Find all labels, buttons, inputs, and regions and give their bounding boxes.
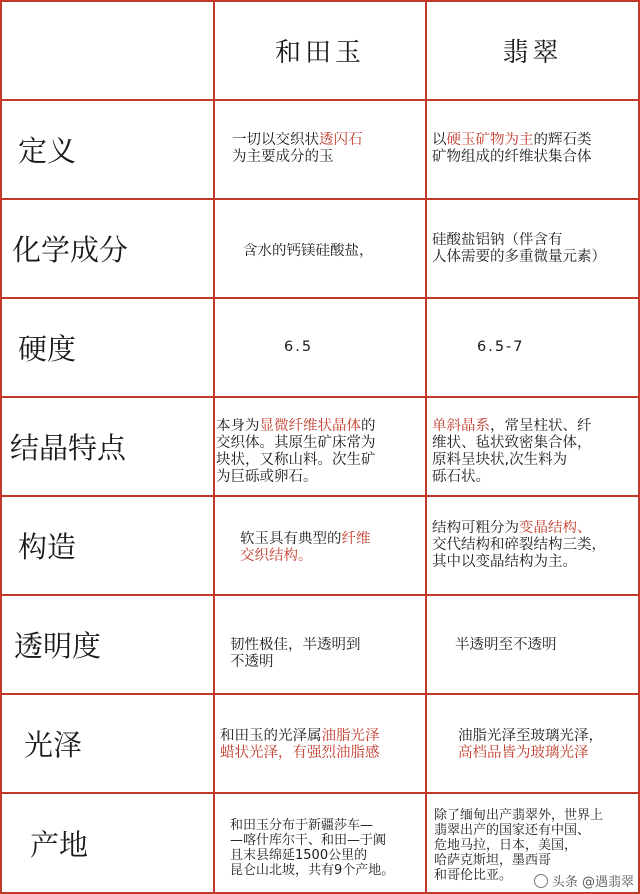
watermark [534, 871, 634, 890]
hardness-hetianyu: 6.5 [284, 339, 314, 355]
row-label-structure: 构造 [18, 530, 77, 564]
transparency-hetianyu: 韧性极佳，半透明到 不透明 [230, 637, 361, 670]
row-label-chemistry: 化学成分 [12, 233, 129, 267]
grid-line [0, 0, 2, 894]
watermark-text: 头条 @遇翡翠 [551, 875, 634, 890]
chemistry-feicui: 硅酸盐铝钠（伴含有 人体需要的多重微量元素） [432, 232, 606, 265]
origin-feicui: 除了缅甸出产翡翠外，世界上 翡翠出产的国家还有中国、 危地马拉，日本，美国， 哈萨克斯坦，墨西哥 和哥伦比亚。 [434, 808, 604, 883]
row-label-definition: 定义 [18, 134, 77, 168]
luster-feicui: 油脂光泽至玻璃光泽， 高档品皆为玻璃光泽 [458, 728, 603, 761]
row-label-crystal: 结晶特点 [10, 431, 127, 465]
header-hetianyu: 和田玉 [274, 38, 365, 68]
structure-hetianyu: 软玉具有典型的纤维 交织结构。 [240, 531, 371, 564]
transparency-feicui: 半透明至不透明 [455, 637, 557, 653]
row-label-hardness: 硬度 [18, 332, 77, 366]
grid-line [213, 0, 215, 894]
definition-hetianyu: 一切以交织状透闪石 为主要成分的玉 [232, 132, 363, 165]
origin-hetianyu: 和田玉分布于新疆莎车— —喀什库尔干、和田—于阗 且末县绵延1500公里的 昆仑山北坡，共有9个产地。 [230, 818, 395, 878]
row-label-origin: 产地 [30, 827, 89, 862]
header-feicui: 翡翠 [502, 38, 563, 68]
luster-hetianyu: 和田玉的光泽属油脂光泽 蜡状光泽，有强烈油脂感 [220, 728, 380, 761]
crystal-hetianyu: 本身为显微纤维状晶体的 交织体。其原生矿床常为 块状，又称山料。次生矿 为巨砾或卵石。 [216, 418, 376, 485]
toutiao-logo-icon [534, 874, 548, 888]
structure-feicui: 结构可粗分为变晶结构、 交代结构和碎裂结构三类， 其中以变晶结构为主。 [432, 520, 606, 570]
hardness-feicui: 6.5-7 [477, 339, 525, 355]
definition-feicui: 以硬玉矿物为主的辉石类 矿物组成的纤维状集合体 [432, 132, 592, 165]
row-label-luster: 光泽 [24, 728, 83, 762]
chemistry-hetianyu: 含水的钙镁硅酸盐， [243, 243, 374, 259]
crystal-feicui: 单斜晶系，常呈柱状、纤 维状、毡状致密集合体， 原料呈块状,次生料为 砾石状。 [432, 418, 592, 485]
row-label-transparency: 透明度 [14, 629, 102, 663]
